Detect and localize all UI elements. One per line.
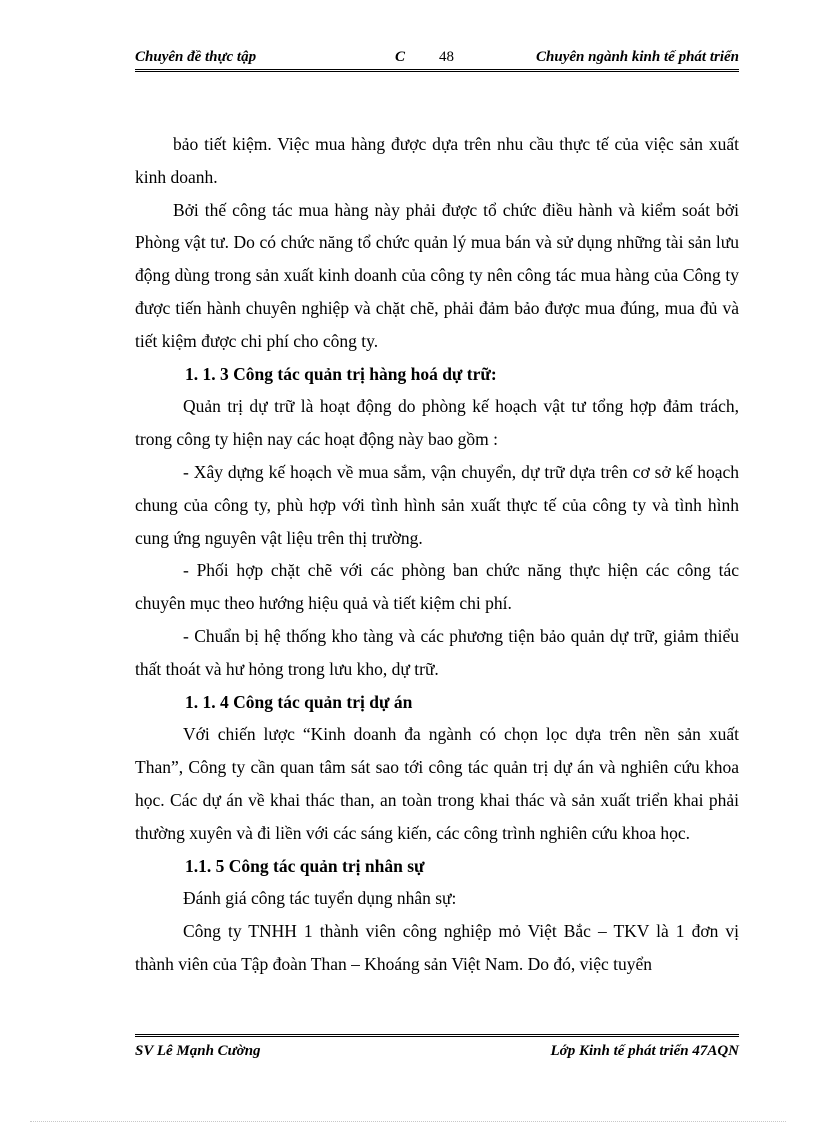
bullet-paragraph: - Chuẩn bị hệ thống kho tàng và các phương tiện bảo quản dự trữ, giảm thiểu thất thoát và hư hỏng trong lưu kho, dự trữ. <box>135 625 739 679</box>
page-number: 48 <box>439 49 454 65</box>
bullet-paragraph: - Phối hợp chặt chẽ với các phòng ban chức năng thực hiện các công tác chuyên mục theo hướng hiệu quả và tiết kiệm chi phí. <box>135 560 739 614</box>
bullet-paragraph: - Xây dựng kế hoạch về mua sắm, vận chuyển, dự trữ dựa trên cơ sở kế hoạch chung của công ty, phù hợp với tình hình sản xuất thực tế của công ty và tình hình cung ứng nguyên vật liệu trên thị trường. <box>135 461 739 548</box>
page-footer <box>135 1034 739 1063</box>
paragraph: Quản trị dự trữ là hoạt động do phòng kế hoạch vật tư tổng hợp đảm trách, trong công ty hiện nay các hoạt động này bao gồm : <box>135 396 739 450</box>
page-edge-divider <box>30 1121 786 1122</box>
header-center-mark: C <box>395 49 406 65</box>
paragraph: bảo tiết kiệm. Việc mua hàng được dựa trên nhu cầu thực tế của việc sản xuất kinh doanh. <box>135 134 739 187</box>
section-heading-1-1-3: 1. 1. 3 Công tác quản trị hàng hoá dự trữ: <box>185 363 497 384</box>
paragraph: Công ty TNHH 1 thành viên công nghiệp mỏ Việt Bắc – TKV là 1 đơn vị thành viên của Tập đoàn Than – Khoáng sản Việt Nam. Do đó, việc tuyển <box>135 921 739 974</box>
paragraph: Với chiến lược “Kinh doanh đa ngành có chọn lọc dựa trên nền sản xuất Than”, Công ty cần quan tâm sát sao tới công tác quản trị dự án và nghiên cứu khoa học. Các dự án về khai thác than, an toàn trong khai thác và sản xuất triển khai phải thường xuyên và đi liền với các sáng kiến, các công trình nghiên cứu khoa học. <box>135 724 739 843</box>
footer-class-name: Lớp Kinh tế phát triển 47AQN <box>550 1043 739 1059</box>
section-heading-1-1-4: 1. 1. 4 Công tác quản trị dự án <box>185 691 413 712</box>
page-header <box>135 47 739 72</box>
page-body <box>135 128 739 981</box>
paragraph: Đánh giá công tác tuyển dụng nhân sự: <box>183 888 457 909</box>
header-document-title: Chuyên đề thực tập <box>135 49 257 65</box>
header-major: Chuyên ngành kinh tế phát triển <box>536 49 739 65</box>
paragraph: Bởi thế công tác mua hàng này phải được tổ chức điều hành và kiểm soát bởi Phòng vật tư. Do có chức năng tổ chức quản lý mua bán và sử dụng những tài sản lưu động dùng trong sản xuất kinh doanh của công ty nên công tác mua hàng của Công ty được tiến hành chuyên nghiệp và chặt chẽ, phải đảm bảo được mua đúng, mua đủ và tiết kiệm được chi phí cho công ty. <box>135 199 739 351</box>
footer-student-name: SV Lê Mạnh Cường <box>135 1043 261 1059</box>
section-heading-1-1-5: 1.1. 5 Công tác quản trị nhân sự <box>185 855 425 876</box>
